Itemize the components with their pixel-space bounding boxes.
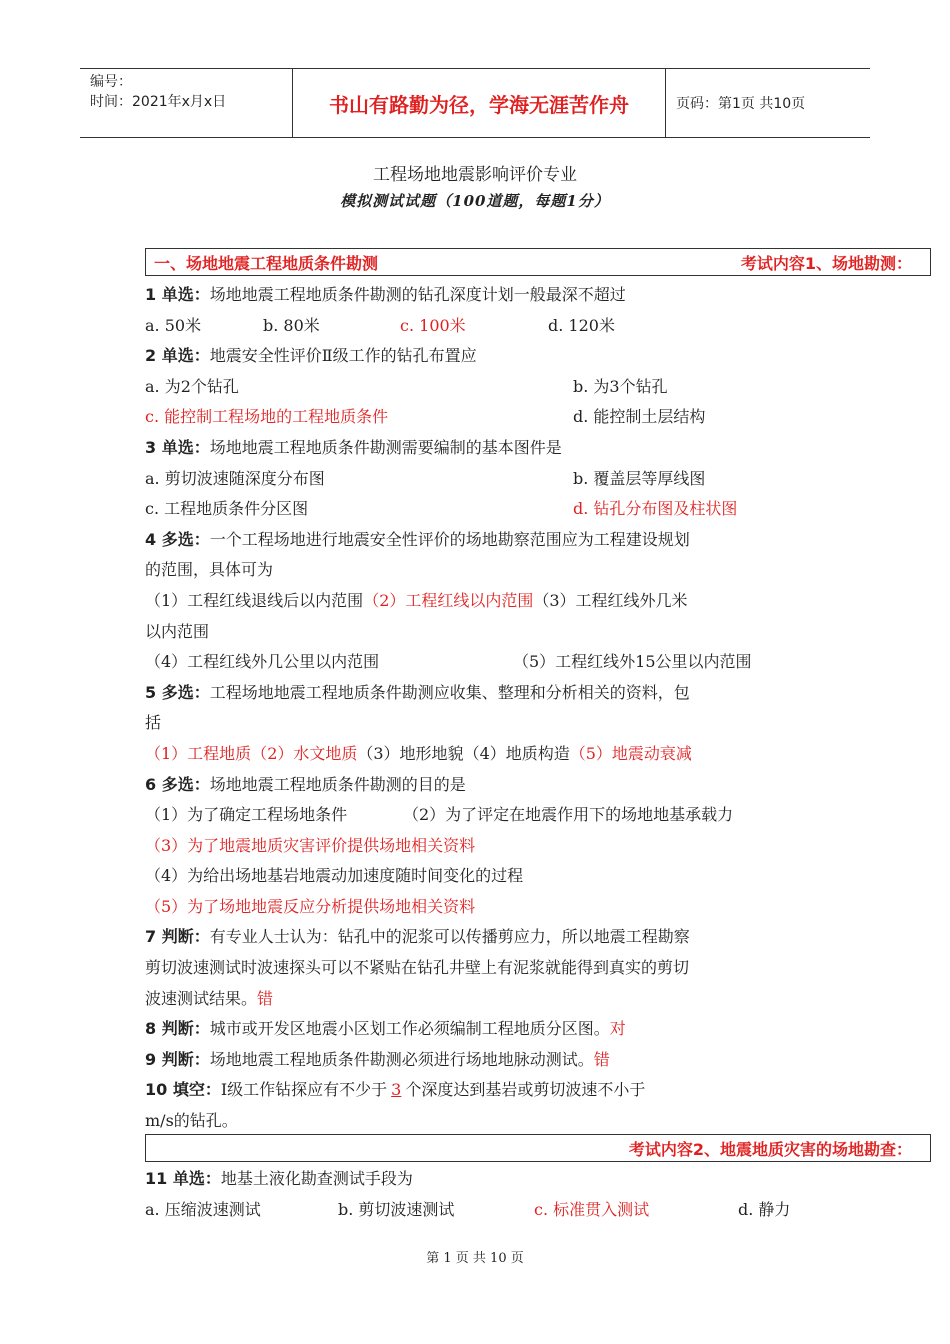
fill-blank-answer: 3	[391, 1080, 402, 1100]
question-5-options	[145, 739, 820, 770]
option-d: d. 静力	[738, 1199, 791, 1219]
question-6-options-12	[145, 800, 820, 831]
option-2-answer: （2）工程红线以内范围	[363, 590, 534, 610]
question-label: 7 判断：	[145, 927, 210, 947]
question-8	[145, 1014, 820, 1045]
question-10-cont: m/s的钻孔。	[145, 1111, 238, 1131]
question-10	[145, 1075, 820, 1106]
question-text: 城市或开发区地震小区划工作必须编制工程地质分区图。	[209, 1019, 610, 1039]
question-label: 10 填空：	[145, 1080, 221, 1100]
option-a: a. 为2个钻孔	[145, 376, 239, 396]
question-text: 地震安全性评价Ⅱ级工作的钻孔布置应	[209, 346, 477, 366]
document-date: 时间：2021年x月x日	[90, 94, 227, 110]
header-motto: 书山有路勤为径，学海无涯苦作舟	[293, 69, 666, 137]
question-text: 工程场地地震工程地质条件勘测应收集、整理和分析相关的资料，包	[209, 682, 690, 702]
question-label: 2 单选：	[145, 346, 210, 366]
question-3-options-ab	[145, 464, 820, 495]
question-4-cont: 的范围，具体可为	[145, 560, 274, 580]
question-label: 9 判断：	[145, 1049, 210, 1069]
question-label: 6 多选：	[145, 774, 210, 794]
question-label: 3 单选：	[145, 437, 210, 457]
question-text: 波速测试结果。	[145, 988, 258, 1008]
option-a: a. 剪切波速随深度分布图	[145, 468, 325, 488]
question-7-end	[145, 984, 820, 1015]
question-label: 1 单选：	[145, 285, 210, 304]
document-number-label: 编号：	[90, 74, 132, 90]
option-2: （2）为了评定在地震作用下的场地地基承载力	[403, 805, 734, 825]
question-7-cont: 剪切波速测试时波速探头可以不紧贴在钻孔井壁上有泥浆就能得到真实的剪切	[145, 958, 690, 978]
question-7	[145, 922, 820, 953]
option-3: （3）工程红线外几米	[533, 590, 688, 610]
question-5-cont: 括	[145, 713, 162, 733]
page-footer: 第 1 页 共 10 页	[426, 1251, 524, 1266]
question-text: 场地地震工程地质条件勘测必须进行场地地脉动测试。	[209, 1049, 594, 1069]
question-2-options-ab	[145, 372, 820, 403]
question-4-options-2	[145, 647, 820, 678]
option-b: b. 覆盖层等厚线图	[573, 468, 706, 488]
option-3: （3）地形地貌	[357, 743, 464, 763]
option-b: b. 80米	[263, 315, 320, 335]
option-c: c. 工程地质条件分区图	[145, 499, 309, 519]
question-text: 地基土液化勘查测试手段为	[220, 1169, 413, 1188]
question-list-2	[145, 1164, 820, 1225]
option-4: （4）工程红线外几公里以内范围	[145, 652, 380, 672]
option-c-answer: c. 100米	[400, 315, 466, 335]
option-5-answer: （5）地震动衰减	[569, 743, 692, 763]
question-text: 个深度达到基岩或剪切波速不小于	[405, 1080, 646, 1100]
question-text: 场地地震工程地质条件勘测的钻孔深度计划一般最深不超过	[209, 285, 626, 304]
answer: 对	[609, 1019, 626, 1039]
option-2-answer: （2）水文地质	[251, 743, 358, 763]
section-header-1	[145, 248, 931, 276]
question-text: 场地地震工程地质条件勘测需要编制的基本图件是	[209, 437, 562, 457]
option-5-answer: （5）为了场地地震反应分析提供场地相关资料	[145, 896, 476, 916]
question-1	[145, 280, 820, 311]
section-topic: 考试内容1、场地勘测：	[740, 253, 912, 273]
option-b: b. 为3个钻孔	[573, 376, 668, 396]
option-d-answer: d. 钻孔分布图及柱状图	[573, 499, 738, 519]
option-1: （1）为了确定工程场地条件	[145, 805, 348, 825]
section-header-2	[145, 1134, 931, 1162]
option-1-answer: （1）工程地质	[145, 743, 252, 763]
question-2-options-cd	[145, 402, 820, 433]
question-9	[145, 1045, 820, 1076]
question-11	[145, 1164, 820, 1195]
question-11-options	[145, 1195, 820, 1226]
question-label: 5 多选：	[145, 682, 210, 702]
option-c-answer: c. 能控制工程场地的工程地质条件	[145, 407, 389, 427]
option-4: （4）地质构造	[463, 743, 570, 763]
question-label: 4 多选：	[145, 529, 210, 549]
question-1-options	[145, 311, 820, 342]
question-3	[145, 433, 820, 464]
page-title: 工程场地地震影响评价专业	[373, 165, 577, 185]
option-b: b. 剪切波速测试	[338, 1199, 455, 1219]
question-label: 11 单选：	[145, 1169, 221, 1188]
option-a: a. 压缩波速测试	[145, 1199, 261, 1219]
header-page-info: 页码：第1页 共10页	[676, 96, 806, 112]
option-c-answer: c. 标准贯入测试	[534, 1199, 650, 1219]
answer: 错	[257, 988, 274, 1008]
question-text: 有专业人士认为：钻孔中的泥浆可以传播剪应力，所以地震工程勘察	[209, 927, 690, 947]
question-4	[145, 525, 820, 556]
option-d: d. 能控制土层结构	[573, 407, 706, 427]
document-header	[80, 68, 870, 138]
option-1: （1）工程红线退线后以内范围	[145, 590, 364, 610]
question-5	[145, 678, 820, 709]
question-2	[145, 341, 820, 372]
question-4-options-1-cont: 以内范围	[145, 621, 210, 641]
section-topic: 考试内容2、地震地质灾害的场地勘查：	[628, 1139, 912, 1159]
option-5: （5）工程红线外15公里以内范围	[513, 652, 752, 672]
header-meta	[80, 69, 293, 137]
option-3-answer: （3）为了地震地质灾害评价提供场地相关资料	[145, 835, 476, 855]
option-d: d. 120米	[548, 315, 615, 335]
question-list	[145, 280, 820, 1137]
question-3-options-cd	[145, 494, 820, 525]
page-subtitle: 模拟测试试题（100道题，每题1分）	[340, 192, 610, 210]
question-text: 一个工程场地进行地震安全性评价的场地勘察范围应为工程建设规划	[209, 529, 690, 549]
question-text: Ⅰ级工作钻探应有不少于	[220, 1080, 388, 1100]
question-text: 场地地震工程地质条件勘测的目的是	[209, 774, 466, 794]
option-a: a. 50米	[145, 315, 202, 335]
answer: 错	[593, 1049, 610, 1069]
question-label: 8 判断：	[145, 1019, 210, 1039]
option-4: （4）为给出场地基岩地震动加速度随时间变化的过程	[145, 866, 524, 886]
question-4-options-1	[145, 586, 820, 617]
question-6	[145, 770, 820, 801]
section-title: 一、场地地震工程地质条件勘测	[154, 253, 379, 273]
